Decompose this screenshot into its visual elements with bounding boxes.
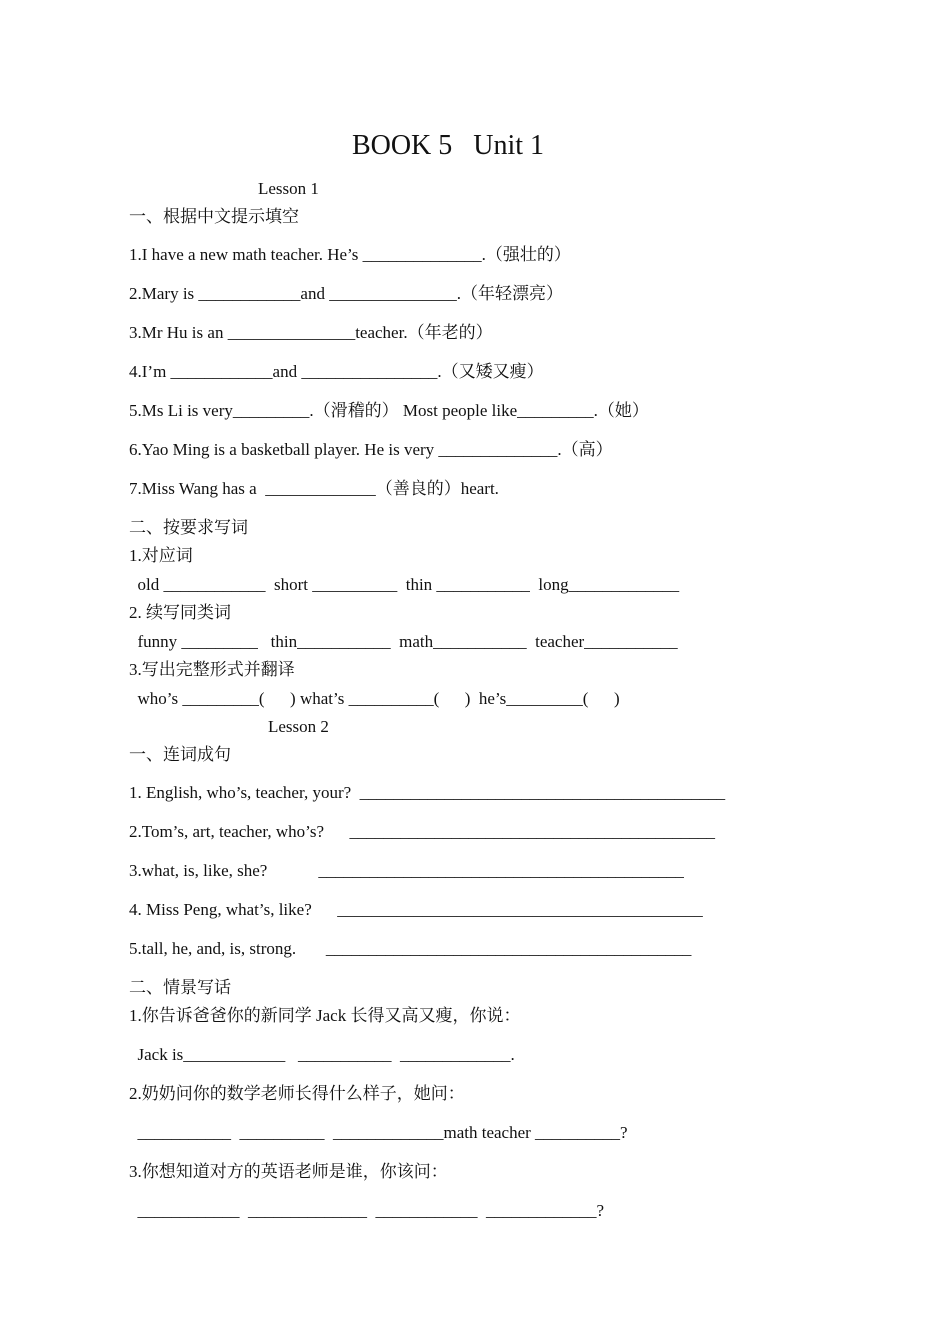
exercise-line: 4. Miss Peng, what’s, like? ___________________________________________ (129, 900, 703, 919)
lesson2-section1-heading: 一、连词成句 (129, 745, 231, 764)
exercise-line: 1. English, who’s, teacher, your? ___________________________________________ (129, 783, 726, 802)
scenario-prompt: 3.你想知道对方的英语老师是谁，你该问： (129, 1162, 448, 1181)
exercise-line: 5.Ms Li is very_________.（滑稽的） Most people like_________.（她） (129, 401, 649, 420)
exercise-line: 4.I’m ____________and ________________.（又矮又瘦） (129, 362, 544, 381)
exercise-line: 5.tall, he, and, is, strong. ___________________________________________ (129, 939, 692, 958)
sub-label: 3.写出完整形式并翻译 (129, 660, 295, 679)
answer-line: ____________ ______________ ____________ _____________? (129, 1201, 605, 1220)
exercise-line: 1.I have a new math teacher. He’s ______________.（强壮的） (129, 245, 571, 264)
lesson2-heading: Lesson 2 (268, 717, 329, 736)
exercise-line: 3.Mr Hu is an _______________teacher.（年老的） (129, 323, 493, 342)
lesson1-section1-heading: 一、根据中文提示填空 (129, 207, 299, 226)
answer-line: ___________ __________ _____________math teacher __________? (129, 1123, 628, 1142)
exercise-line: 2.Tom’s, art, teacher, who’s? ___________________________________________ (129, 822, 715, 841)
answer-line: Jack is____________ ___________ _____________. (129, 1045, 515, 1064)
exercise-line: old ____________ short __________ thin ___________ long_____________ (129, 575, 680, 594)
exercise-line: 7.Miss Wang has a _____________（善良的）heart. (129, 479, 499, 498)
sub-label: 2. 续写同类词 (129, 603, 231, 622)
exercise-line: who’s _________( ) what’s __________( ) he’s_________( ) (129, 689, 620, 708)
lesson1-section2-heading: 二、按要求写词 (129, 518, 248, 537)
exercise-line: 6.Yao Ming is a basketball player. He is very ______________.（高） (129, 440, 613, 459)
exercise-line: 3.what, is, like, she? ___________________________________________ (129, 861, 684, 880)
page-title: BOOK 5 Unit 1 (351, 130, 545, 161)
lesson1-heading: Lesson 1 (258, 179, 319, 198)
scenario-prompt: 1.你告诉爸爸你的新同学 Jack 长得又高又瘦，你说： (129, 1006, 521, 1025)
lesson2-section2-heading: 二、情景写话 (129, 978, 231, 997)
exercise-line: 2.Mary is ____________and _______________.（年轻漂亮） (129, 284, 563, 303)
exercise-line: funny _________ thin___________ math___________ teacher___________ (129, 632, 678, 651)
scenario-prompt: 2.奶奶问你的数学老师长得什么样子，她问： (129, 1084, 465, 1103)
sub-label: 1.对应词 (129, 546, 193, 565)
